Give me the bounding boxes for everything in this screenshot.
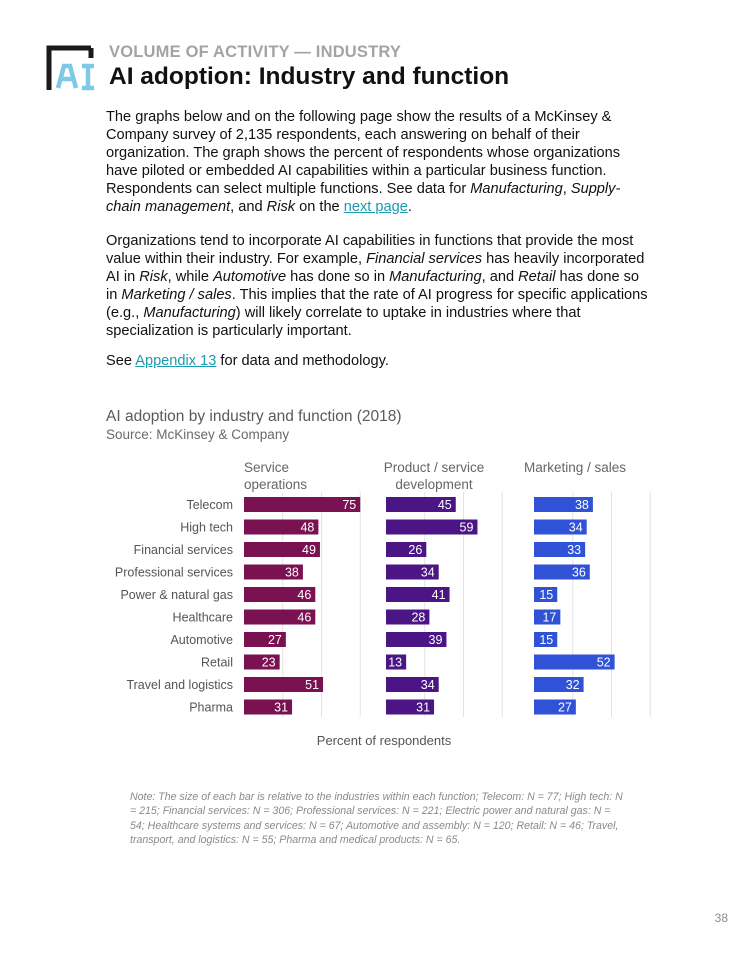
text-run: Organizations tend to incorporate AI capabilities in functions that provide the most value within their industry. For example, [106, 233, 634, 267]
bar-value-label: 39 [428, 633, 443, 647]
section-label: VOLUME OF ACTIVITY — INDUSTRY [109, 43, 402, 61]
bar-value-label: 27 [267, 633, 282, 647]
text-run: has done so in [286, 269, 390, 285]
text-run: for data and methodology. [216, 353, 389, 369]
bar-value-label: 46 [297, 588, 312, 602]
category-label: Retail [201, 655, 233, 670]
category-label: Pharma [189, 700, 233, 715]
bar-value-label: 48 [300, 520, 315, 535]
bar-value-label: 31 [274, 700, 289, 715]
italic-term: Risk [266, 199, 296, 215]
text-run: . This implies that the rate of AI progress for specific applications (e.g., [106, 287, 648, 321]
category-label: Financial services [133, 543, 233, 557]
bar-value-label: 34 [568, 520, 583, 535]
text-run: has done so in [106, 269, 640, 303]
bar-value-label: 26 [408, 543, 423, 557]
link-appendix-13[interactable]: Appendix 13 [135, 353, 217, 369]
text-run: , while [167, 269, 214, 285]
link-next-page[interactable]: next page [343, 199, 408, 215]
italic-term: Marketing / sales [121, 287, 232, 303]
italic-term: Supply-chain management [106, 181, 621, 215]
italic-term: Risk [139, 269, 168, 285]
page-title: AI adoption: Industry and function [109, 63, 510, 90]
bar-value-label: 38 [284, 565, 299, 580]
bar-value-label: 27 [557, 700, 572, 715]
ai-index-logo [44, 44, 96, 92]
series-header-1: Product / service [383, 460, 485, 475]
category-label: High tech [180, 520, 233, 535]
chart-source: Source: McKinsey & Company [106, 427, 290, 442]
text-run: , and [230, 199, 267, 215]
category-label: Healthcare [172, 610, 233, 625]
category-label: Power & natural gas [120, 588, 233, 602]
series-header-0: Service [244, 460, 290, 475]
bar-value-label: 33 [567, 543, 582, 557]
series-header-2: Marketing / sales [524, 460, 627, 475]
bar-value-label: 13 [388, 655, 403, 670]
appendix-paragraph [106, 352, 651, 370]
bar-value-label: 31 [416, 700, 431, 715]
bar-value-label: 28 [411, 610, 426, 625]
category-label: Travel and logistics [126, 678, 233, 692]
text-run: , [562, 181, 571, 197]
bar-value-label: 52 [596, 655, 611, 670]
intro-paragraph [106, 108, 651, 216]
text-run: on the [295, 199, 344, 215]
bar-value-label: 36 [571, 565, 586, 580]
text-run: , and [481, 269, 519, 285]
text-run: ) will likely correlate to uptake in industries where that specialization is particularly important. [106, 305, 581, 339]
bar-value-label: 34 [420, 565, 435, 580]
series-header-1: development [395, 477, 473, 492]
bar-value-label: 38 [574, 498, 589, 512]
series-header-0: operations [244, 477, 308, 492]
category-label: Automotive [170, 633, 233, 647]
chart-title: AI adoption by industry and function (2018) [106, 408, 402, 425]
text-run: has heavily incorporated AI in [106, 251, 645, 285]
category-label: Professional services [114, 565, 233, 580]
bar-value-label: 23 [261, 655, 276, 670]
bar-value-label: 51 [305, 678, 320, 692]
bar-value-label: 41 [431, 588, 446, 602]
bar-value-label: 15 [539, 633, 554, 647]
bar-value-label: 45 [437, 498, 452, 512]
x-axis-label: Percent of respondents [316, 733, 452, 748]
category-label: Telecom [186, 498, 233, 512]
italic-term: Automotive [213, 269, 287, 285]
adoption-bar-chart [0, 440, 750, 770]
text-run: See [106, 353, 136, 369]
bar-value-label: 32 [565, 678, 580, 692]
italic-term: Manufacturing [470, 181, 563, 197]
bar-value-label: 49 [302, 543, 316, 557]
bar-value-label: 59 [459, 520, 474, 535]
bar-value-label: 15 [539, 588, 554, 602]
bar-value-label: 17 [542, 610, 557, 625]
italic-term: Manufacturing [143, 305, 236, 321]
bar-value-label: 46 [297, 610, 312, 625]
bar-value-label: 75 [342, 498, 357, 512]
italic-term: Manufacturing [389, 269, 482, 285]
italic-term: Financial services [366, 251, 483, 267]
italic-term: Retail [518, 269, 556, 285]
text-run: The graphs below and on the following page show the results of a McKinsey & Company survey of 2,135 respondents, each answering on behalf of their organization. The graph shows the percent of respondents whose organizations have piloted or embedded AI capabilities within a particular business function. Respondents can select multiple functions. See data for [106, 109, 621, 197]
text-run: . [407, 199, 412, 215]
bar-value-label: 34 [420, 678, 435, 692]
chart-note: Note: The size of each bar is relative to the industries within each function; Telecom: N = 77; High tech: N = 215; Financial services: N = 306; Professional services: N = 221; Electric power and natural gas: N = 54; Healthcare systems and services: N = 67; Automotive and assembly: N = 120; Retail: N = 46; Travel, transport, and logistics: N = 55; Pharma and medical products: N = 65. [130, 791, 623, 846]
page-number: 38 [714, 911, 728, 925]
analysis-paragraph [106, 232, 651, 340]
